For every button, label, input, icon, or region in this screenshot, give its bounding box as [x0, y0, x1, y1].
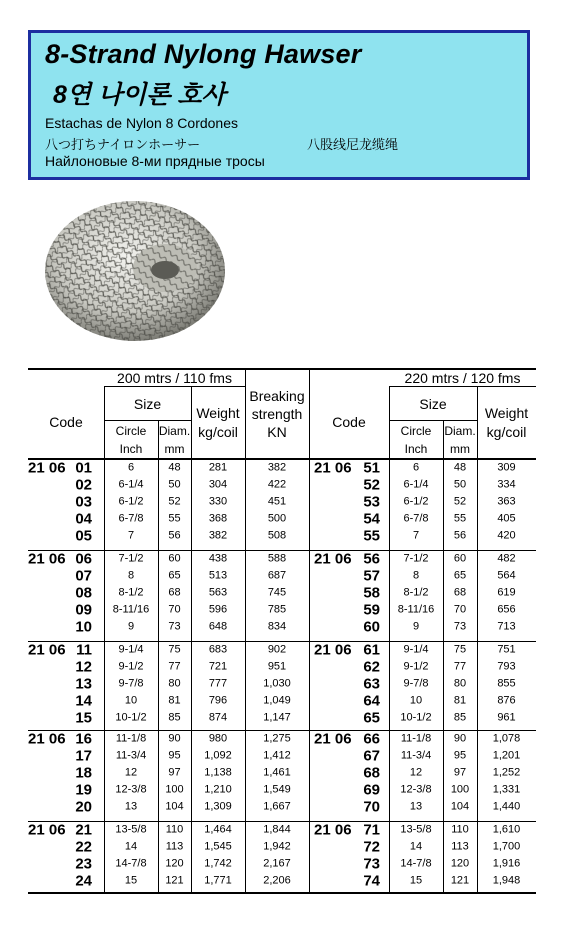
right-weight: 1,916: [492, 857, 521, 870]
right-weight: 656: [497, 603, 516, 616]
left-diameter-mm: 68: [168, 586, 181, 599]
left-circle-inch: 8-1/2: [118, 586, 144, 599]
right-code-prefix: 21 06: [314, 821, 352, 839]
breaking-strength: 588: [267, 552, 287, 565]
header-bottom-rule: [28, 458, 536, 460]
breaking-strength: 1,942: [263, 840, 291, 853]
title-english: 8-Strand Nylong Hawser: [45, 39, 362, 69]
right-diameter-mm: 68: [453, 586, 467, 599]
right-weight: 405: [497, 512, 516, 525]
breaking-strength: 745: [267, 586, 287, 599]
left-weight: 281: [208, 461, 228, 474]
column-rule-0: [104, 386, 105, 892]
right-code-suffix: 60: [363, 618, 380, 636]
left-code-prefix: 21 06: [28, 641, 66, 659]
left-circle-inch: 12-3/8: [115, 783, 147, 796]
left-circle-inch: 6-1/4: [118, 478, 144, 491]
left-weight-header: Weight: [196, 405, 240, 421]
left-circle-inch: 8: [127, 569, 135, 582]
right-diameter-mm: 48: [453, 461, 467, 474]
left-code-suffix: 11: [76, 641, 92, 659]
left-code-header: Code: [49, 414, 83, 430]
right-diameter-mm: 75: [453, 643, 467, 656]
right-code-suffix: 62: [363, 658, 380, 676]
left-weight: 1,309: [204, 800, 232, 813]
left-circle-inch: 6-1/2: [118, 495, 144, 508]
title-chinese: 八股线尼龙缆绳: [307, 137, 399, 152]
left-code-suffix: 07: [75, 567, 92, 585]
left-circle-inch: 12: [124, 766, 138, 779]
right-weight: 751: [497, 643, 516, 656]
left-circle-inch: 7: [127, 529, 135, 542]
right-circle-inch: 6: [412, 461, 420, 474]
left-weight: 980: [208, 732, 228, 745]
breaking-strength: 951: [267, 660, 287, 673]
left-diameter-mm: 70: [168, 603, 181, 616]
right-diameter-mm: 80: [453, 677, 467, 690]
left-diameter-mm: 50: [168, 478, 181, 491]
right-code-suffix: 57: [363, 567, 380, 585]
right-diameter-mm: 104: [450, 800, 470, 813]
right-code-suffix: 56: [363, 550, 380, 568]
right-code-suffix: 71: [363, 821, 380, 839]
left-diameter-mm: 85: [168, 711, 181, 724]
left-code-suffix: 16: [75, 730, 92, 748]
left-code-suffix: 21: [75, 821, 92, 839]
right-code-suffix: 67: [363, 747, 380, 765]
right-diameter-mm: 81: [453, 694, 467, 707]
right-circle-inch: 14-7/8: [400, 857, 432, 870]
left-code-suffix: 12: [75, 658, 92, 676]
breaking-strength: 500: [267, 512, 287, 525]
left-code-prefix: 21 06: [28, 730, 66, 748]
right-code-suffix: 55: [363, 527, 380, 545]
group-separator-1: [28, 550, 536, 551]
right-diameter-mm: 85: [453, 711, 467, 724]
left-weight: 648: [208, 620, 228, 633]
right-code-prefix: 21 06: [314, 550, 352, 568]
left-weight: 683: [208, 643, 228, 656]
right-code-suffix: 66: [363, 730, 380, 748]
right-weight: 1,201: [492, 749, 521, 762]
left-diameter-mm: 80: [168, 677, 181, 690]
right-diameter-mm: 100: [450, 783, 470, 796]
group-separator-3: [28, 730, 536, 731]
left-code-suffix: 19: [75, 781, 92, 799]
left-diameter-mm: 104: [165, 800, 184, 813]
right-code-suffix: 59: [363, 601, 380, 619]
breaking-strength: 1,049: [263, 694, 291, 707]
right-circle-inch: 6-1/2: [403, 495, 429, 508]
left-diameter-mm: 75: [168, 643, 181, 656]
right-inch-header: Inch: [404, 442, 428, 456]
right-weight: 1,700: [492, 840, 521, 853]
left-diameter-mm: 100: [165, 783, 184, 796]
left-circle-inch: 13: [124, 800, 138, 813]
strength-header: strength: [251, 406, 303, 422]
left-code-suffix: 01: [75, 459, 92, 477]
right-code-suffix: 53: [363, 493, 380, 511]
right-circle-inch: 11-1/8: [400, 732, 432, 745]
right-code-suffix: 68: [363, 764, 380, 782]
right-weight: 713: [497, 620, 516, 633]
left-diameter-mm: 48: [168, 461, 181, 474]
right-code-suffix: 73: [363, 855, 380, 873]
left-code-suffix: 03: [75, 493, 92, 511]
breaking-strength: 902: [267, 643, 287, 656]
column-rule-2: [191, 386, 192, 892]
breaking-header: Breaking: [249, 388, 305, 404]
left-diameter-mm: 97: [168, 766, 181, 779]
breaking-strength: 1,030: [263, 677, 291, 690]
rope-coil-image: [40, 196, 230, 346]
left-weight: 368: [208, 512, 228, 525]
right-diameter-mm: 73: [453, 620, 467, 633]
right-diam-header: Diam.: [444, 424, 476, 438]
left-size-rule: [104, 420, 191, 421]
right-weight-unit: kg/coil: [486, 424, 527, 440]
right-code-suffix: 65: [363, 709, 380, 727]
left-weight: 330: [208, 495, 228, 508]
right-diameter-mm: 60: [453, 552, 467, 565]
right-code-suffix: 74: [363, 872, 380, 890]
left-weight: 1,138: [204, 766, 232, 779]
left-weight: 874: [208, 711, 228, 724]
right-weight: 1,440: [492, 800, 521, 813]
left-circle-inch: 15: [124, 874, 138, 887]
left-circle-inch: 11-3/4: [115, 749, 147, 762]
breaking-strength: 508: [267, 529, 287, 542]
column-rule-3: [245, 368, 246, 892]
right-diameter-mm: 120: [450, 857, 470, 870]
right-weight: 876: [497, 694, 516, 707]
right-size-header: Size: [419, 396, 447, 412]
left-weight: 1,771: [204, 874, 232, 887]
left-circle-inch: 13-5/8: [115, 823, 147, 836]
left-weight: 304: [208, 478, 228, 491]
right-weight-header: Weight: [484, 405, 529, 421]
right-weight: 961: [497, 711, 516, 724]
breaking-strength: 2,167: [263, 857, 291, 870]
right-circle-inch: 8-11/16: [397, 603, 435, 616]
title-korean: 8연 나이론 호사: [53, 81, 226, 109]
breaking-strength: 382: [267, 461, 287, 474]
right-circle-inch: 13: [409, 800, 423, 813]
left-code-suffix: 24: [75, 872, 92, 890]
left-circle-inch: 14-7/8: [115, 857, 147, 870]
left-code-prefix: 21 06: [28, 821, 66, 839]
left-size-header: Size: [133, 396, 162, 412]
right-weight: 482: [497, 552, 516, 565]
breaking-strength: 1,275: [263, 732, 291, 745]
breaking-strength: 785: [267, 603, 287, 616]
left-code-suffix: 06: [75, 550, 92, 568]
left-weight: 382: [208, 529, 228, 542]
left-circle-inch: 6: [127, 461, 135, 474]
right-weight: 1,331: [492, 783, 521, 796]
left-code-suffix: 02: [75, 476, 92, 494]
right-mm-header: mm: [450, 442, 470, 456]
left-weight: 563: [208, 586, 228, 599]
breaking-strength: 451: [267, 495, 287, 508]
column-rule-4: [309, 368, 310, 892]
right-circle-inch: 9-1/2: [403, 660, 429, 673]
right-weight: 309: [497, 461, 516, 474]
column-rule-5: [389, 386, 390, 892]
left-code-suffix: 18: [75, 764, 92, 782]
right-diameter-mm: 113: [451, 840, 469, 853]
left-code-suffix: 09: [75, 601, 92, 619]
right-diameter-mm: 50: [453, 478, 467, 491]
kn-header: KN: [267, 424, 287, 440]
left-weight: 1,742: [204, 857, 232, 870]
left-circle-inch: 9: [127, 620, 135, 633]
right-code-suffix: 64: [363, 692, 380, 710]
right-circle-inch: 9-1/4: [403, 643, 429, 656]
breaking-strength: 422: [267, 478, 287, 491]
left-circle-header: Circle: [115, 424, 147, 438]
right-circle-inch: 13-5/8: [400, 823, 432, 836]
left-group-rule: [104, 386, 245, 387]
right-diameter-mm: 70: [453, 603, 467, 616]
left-circle-inch: 9-1/2: [118, 660, 144, 673]
right-diameter-mm: 95: [453, 749, 467, 762]
left-diameter-mm: 95: [168, 749, 181, 762]
left-diameter-mm: 52: [168, 495, 181, 508]
right-circle-inch: 9: [412, 620, 420, 633]
left-diameter-mm: 65: [168, 569, 181, 582]
group-separator-2: [28, 641, 536, 642]
right-code-suffix: 58: [363, 584, 380, 602]
left-weight: 777: [208, 677, 228, 690]
right-diameter-mm: 77: [453, 660, 467, 673]
left-weight: 1,464: [204, 823, 232, 836]
left-diameter-mm: 90: [168, 732, 181, 745]
left-diameter-mm: 77: [168, 660, 181, 673]
right-weight: 420: [497, 529, 516, 542]
right-diameter-mm: 110: [451, 823, 469, 836]
right-weight: 363: [497, 495, 516, 508]
left-diameter-mm: 73: [168, 620, 181, 633]
right-code-suffix: 54: [363, 510, 380, 528]
right-weight: 1,252: [492, 766, 521, 779]
right-code-suffix: 61: [363, 641, 380, 659]
right-weight: 564: [497, 569, 516, 582]
title-spanish: Estachas de Nylon 8 Cordones: [45, 115, 238, 131]
left-diameter-mm: 55: [168, 512, 181, 525]
right-weight: 619: [497, 586, 516, 599]
breaking-strength: 687: [267, 569, 287, 582]
right-code-suffix: 51: [363, 459, 380, 477]
right-weight: 1,610: [492, 823, 521, 836]
left-code-suffix: 10: [75, 618, 92, 636]
left-circle-inch: 9-1/4: [118, 643, 144, 656]
breaking-strength: 1,667: [263, 800, 291, 813]
right-weight: 334: [497, 478, 516, 491]
left-diameter-mm: 56: [168, 529, 181, 542]
right-circle-inch: 12-3/8: [400, 783, 432, 796]
title-banner: [28, 30, 530, 180]
column-rule-6: [443, 420, 444, 892]
title-japanese: 八つ打ちナイロンホーサー: [45, 137, 201, 152]
right-circle-inch: 11-3/4: [400, 749, 432, 762]
left-code-suffix: 13: [75, 675, 92, 693]
right-circle-inch: 12: [409, 766, 423, 779]
left-weight: 796: [208, 694, 228, 707]
right-diameter-mm: 56: [453, 529, 467, 542]
right-circle-inch: 8-1/2: [403, 586, 429, 599]
right-weight: 1,948: [492, 874, 521, 887]
right-circle-header: Circle: [400, 424, 432, 438]
left-weight: 513: [208, 569, 228, 582]
left-code-suffix: 15: [75, 709, 92, 727]
left-diameter-mm: 120: [165, 857, 184, 870]
left-group-label: 200 mtrs / 110 fms: [117, 370, 232, 386]
breaking-strength: 1,147: [263, 711, 291, 724]
right-circle-inch: 9-7/8: [403, 677, 429, 690]
right-code-prefix: 21 06: [314, 459, 352, 477]
right-code-suffix: 69: [363, 781, 380, 799]
right-code-suffix: 72: [363, 838, 380, 856]
right-diameter-mm: 121: [450, 874, 470, 887]
left-weight: 721: [208, 660, 228, 673]
right-circle-inch: 7-1/2: [403, 552, 429, 565]
right-circle-inch: 7: [412, 529, 420, 542]
right-weight: 1,078: [492, 732, 521, 745]
right-code-suffix: 52: [363, 476, 380, 494]
left-weight: 1,210: [204, 783, 232, 796]
title-russian: Найлоновые 8-ми прядные тросы: [45, 153, 265, 169]
left-circle-inch: 10: [124, 694, 138, 707]
breaking-strength: 1,549: [263, 783, 291, 796]
left-weight: 1,092: [204, 749, 232, 762]
left-code-prefix: 21 06: [28, 459, 66, 477]
left-code-prefix: 21 06: [28, 550, 66, 568]
left-diameter-mm: 81: [168, 694, 181, 707]
left-circle-inch: 11-1/8: [115, 732, 147, 745]
right-circle-inch: 6-1/4: [403, 478, 429, 491]
left-diameter-mm: 110: [165, 823, 184, 836]
breaking-strength: 834: [267, 620, 287, 633]
left-mm-header: mm: [164, 442, 185, 456]
left-code-suffix: 04: [75, 510, 92, 528]
breaking-strength: 2,206: [263, 874, 291, 887]
breaking-strength: 1,461: [263, 766, 291, 779]
right-code-header: Code: [332, 414, 366, 430]
right-circle-inch: 10-1/2: [400, 711, 432, 724]
breaking-strength: 1,412: [263, 749, 291, 762]
right-circle-inch: 10: [409, 694, 423, 707]
table-top-rule: [28, 368, 536, 370]
breaking-strength: 1,844: [263, 823, 291, 836]
right-weight: 793: [497, 660, 516, 673]
left-circle-inch: 8-11/16: [112, 603, 150, 616]
left-code-suffix: 08: [75, 584, 92, 602]
right-circle-inch: 6-7/8: [403, 512, 429, 525]
right-diameter-mm: 97: [453, 766, 467, 779]
right-code-suffix: 70: [363, 798, 380, 816]
left-code-suffix: 17: [75, 747, 92, 765]
left-diameter-mm: 121: [165, 874, 184, 887]
left-circle-inch: 10-1/2: [115, 711, 147, 724]
right-weight: 855: [497, 677, 516, 690]
right-diameter-mm: 55: [453, 512, 467, 525]
right-group-label: 220 mtrs / 120 fms: [404, 370, 521, 386]
left-weight: 596: [208, 603, 228, 616]
left-code-suffix: 05: [75, 527, 92, 545]
right-size-rule: [389, 420, 477, 421]
table-bottom-rule: [28, 892, 536, 894]
right-diameter-mm: 65: [453, 569, 467, 582]
left-circle-inch: 7-1/2: [118, 552, 144, 565]
left-inch-header: Inch: [119, 442, 143, 456]
right-diameter-mm: 52: [453, 495, 467, 508]
right-circle-inch: 15: [409, 874, 423, 887]
left-circle-inch: 14: [124, 840, 138, 853]
left-circle-inch: 6-7/8: [118, 512, 144, 525]
group-separator-4: [28, 821, 536, 822]
left-weight-unit: kg/coil: [198, 424, 238, 440]
right-code-prefix: 21 06: [314, 730, 352, 748]
right-code-prefix: 21 06: [314, 641, 352, 659]
left-weight: 438: [208, 552, 228, 565]
left-diameter-mm: 113: [165, 840, 184, 853]
left-circle-inch: 9-7/8: [118, 677, 144, 690]
right-group-rule: [389, 386, 536, 387]
right-code-suffix: 63: [363, 675, 380, 693]
left-code-suffix: 20: [75, 798, 92, 816]
left-code-suffix: 22: [75, 838, 92, 856]
right-circle-inch: 8: [412, 569, 420, 582]
right-diameter-mm: 90: [453, 732, 467, 745]
left-code-suffix: 23: [75, 855, 92, 873]
column-rule-1: [158, 420, 159, 892]
left-code-suffix: 14: [75, 692, 92, 710]
left-weight: 1,545: [204, 840, 232, 853]
left-diam-header: Diam.: [158, 424, 191, 438]
column-rule-7: [477, 386, 478, 892]
left-diameter-mm: 60: [168, 552, 181, 565]
right-circle-inch: 14: [409, 840, 423, 853]
